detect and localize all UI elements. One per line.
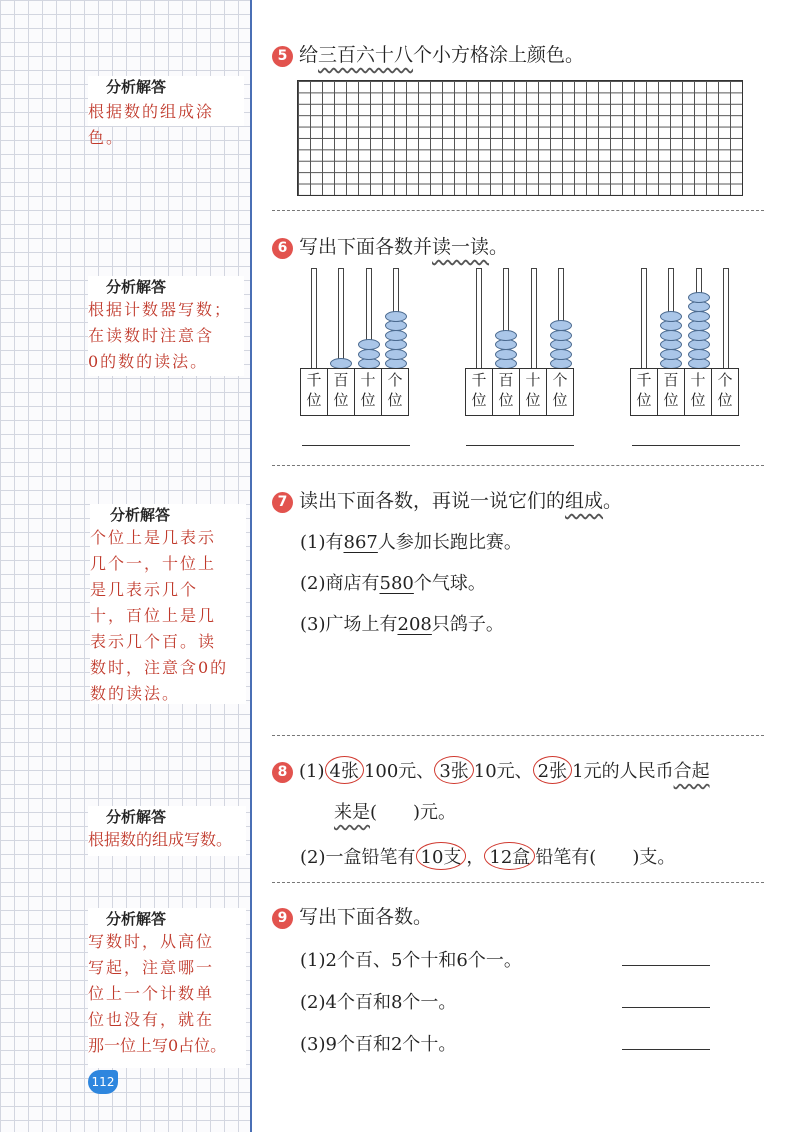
abacus-bead	[385, 349, 407, 360]
note-heading: 分析解答	[106, 910, 167, 928]
question-9-title	[272, 902, 432, 929]
abacus-bead	[688, 320, 710, 331]
q7-wavy-text: 组成	[565, 490, 604, 512]
abacus-bead	[660, 339, 682, 350]
question-5-title	[272, 40, 584, 67]
abacus-bead	[385, 311, 407, 322]
answer-line[interactable]	[622, 1007, 710, 1008]
place-label-char: 千	[471, 371, 487, 389]
note-line: 位上一个计数单	[88, 984, 215, 1003]
note-line: 写起，注意哪一	[88, 958, 215, 977]
note-line: 几个一，十位上	[90, 554, 217, 573]
place-label-char: 位	[360, 391, 376, 409]
q7-item-2	[300, 569, 486, 595]
q8-line-1	[272, 756, 710, 784]
q8-text: 1元的人民币	[572, 761, 674, 782]
answer-line[interactable]	[622, 1049, 710, 1050]
note-line: 数的读法。	[90, 684, 181, 703]
note-heading: 分析解答	[106, 78, 167, 96]
circled-count: 3张	[434, 756, 473, 784]
abacus-bead	[495, 349, 517, 360]
place-label-char: 位	[306, 391, 322, 409]
q8-text: 10元、	[473, 761, 533, 782]
section-divider	[272, 735, 764, 736]
q6-text-pre: 写出下面各数并	[299, 236, 433, 258]
question-number-badge: 6	[272, 238, 293, 259]
place-label-char: 个	[717, 371, 733, 389]
place-label-char: 位	[498, 391, 514, 409]
q8-answer-blank[interactable]: ( )元。	[370, 802, 457, 823]
place-label	[382, 369, 408, 415]
item-text: 人参加长跑比赛。	[377, 532, 522, 553]
abacus-bead	[358, 339, 380, 350]
note-line: 位也没有，就在	[88, 1010, 215, 1029]
underlined-number: 580	[379, 573, 414, 594]
place-label-char: 位	[387, 391, 403, 409]
note-heading: 分析解答	[106, 808, 167, 826]
abacus-bead	[688, 292, 710, 303]
section-divider	[272, 210, 764, 211]
abacus-bead	[495, 339, 517, 350]
place-label	[355, 369, 382, 415]
q9-item-3: (3)9个百和2个十。	[300, 1034, 457, 1055]
place-label-char: 位	[636, 391, 652, 409]
place-label	[631, 369, 658, 415]
circled-count: 4张	[325, 756, 364, 784]
note-line: 根据计数器写数；	[88, 300, 233, 319]
q6-wavy-text: 读一读	[432, 236, 490, 258]
answer-line[interactable]	[302, 445, 410, 446]
q8-text: 100元、	[363, 761, 435, 782]
place-label-char: 个	[387, 371, 403, 389]
note-line: 个位上是几表示	[90, 528, 217, 547]
analysis-note-2	[88, 276, 244, 376]
abacus-rod	[338, 268, 344, 370]
item-text: (1)有	[300, 532, 344, 553]
q8-wavy-text: 合起	[673, 761, 710, 782]
place-label-char: 位	[333, 391, 349, 409]
analysis-note-1	[88, 76, 244, 147]
q8-text: (2)一盒铅笔有	[300, 847, 416, 868]
question-number-badge: 7	[272, 492, 293, 513]
page-number: 112	[88, 1070, 118, 1094]
abacus-rod	[531, 268, 537, 370]
place-label-char: 位	[663, 391, 679, 409]
place-label	[328, 369, 355, 415]
q5-text-pre: 给	[299, 44, 319, 66]
place-label	[520, 369, 547, 415]
note-line: 0的数的读法。	[88, 352, 209, 371]
answer-line[interactable]	[466, 445, 574, 446]
q8-answer-blank[interactable]: 铅笔有( )支。	[535, 847, 676, 868]
place-label-char: 十	[525, 371, 541, 389]
abacus-bead	[660, 330, 682, 341]
answer-line[interactable]	[632, 445, 740, 446]
abacus-bead	[550, 349, 572, 360]
sidebar-divider	[250, 0, 252, 1132]
question-number-badge: 8	[272, 762, 293, 783]
abacus-bead	[688, 349, 710, 360]
analysis-note-5	[88, 908, 246, 1068]
q7-item-3	[300, 610, 504, 636]
place-label-char: 位	[525, 391, 541, 409]
abacus-bead	[688, 339, 710, 350]
q9-text: 写出下面各数。	[299, 906, 433, 928]
abacus-bead	[688, 311, 710, 322]
circled-count: 12盒	[484, 842, 535, 870]
item-text: (3)广场上有	[300, 614, 398, 635]
place-label-char: 个	[552, 371, 568, 389]
circled-count: 2张	[533, 756, 572, 784]
question-number-badge: 9	[272, 908, 293, 929]
circled-count: 10支	[416, 842, 467, 870]
place-label-char: 位	[717, 391, 733, 409]
abacus-bead	[660, 320, 682, 331]
place-label-char: 千	[306, 371, 322, 389]
note-line: 根据数的组成涂色。	[88, 102, 215, 147]
section-divider	[272, 882, 764, 883]
q8-line-3	[300, 842, 675, 870]
q9-item-2: (2)4个百和8个一。	[300, 992, 457, 1013]
place-label-char: 百	[498, 371, 514, 389]
place-label	[712, 369, 738, 415]
place-label	[685, 369, 712, 415]
abacus-bead	[385, 330, 407, 341]
place-label-char: 位	[552, 391, 568, 409]
q9-item-1: (1)2个百、5个十和6个一。	[300, 950, 522, 971]
answer-line[interactable]	[622, 965, 710, 966]
abacus-bead	[688, 301, 710, 312]
q7-text-post: 。	[603, 490, 623, 512]
abacus-counter	[630, 268, 740, 418]
q8-part-1: (1)	[299, 761, 325, 782]
abacus-rod	[641, 268, 647, 370]
place-label-char: 位	[690, 391, 706, 409]
q5-wavy-text: 三百六十八	[318, 44, 414, 66]
abacus-bead	[688, 330, 710, 341]
place-label-char: 百	[663, 371, 679, 389]
place-label	[547, 369, 573, 415]
abacus-bead	[660, 311, 682, 322]
abacus-counter	[465, 268, 575, 418]
coloring-grid[interactable]	[297, 80, 743, 196]
section-divider	[272, 465, 764, 466]
question-6-title	[272, 232, 508, 259]
q8-wavy-text: 来是	[334, 802, 370, 823]
underlined-number: 867	[343, 532, 378, 553]
place-value-labels	[465, 368, 574, 416]
place-label-char: 千	[636, 371, 652, 389]
abacus-bead	[385, 339, 407, 350]
abacus-rod	[311, 268, 317, 370]
place-label-char: 位	[471, 391, 487, 409]
note-line: 表示几个百。读	[90, 632, 217, 651]
item-text: (2)商店有	[300, 573, 380, 594]
abacus-bead	[660, 349, 682, 360]
q6-text-post: 。	[489, 236, 509, 258]
place-label-char: 百	[333, 371, 349, 389]
analysis-note-4	[88, 806, 246, 856]
note-line: 那一位上写0占位。	[88, 1036, 227, 1055]
place-label	[466, 369, 493, 415]
note-line: 写数时，从高位	[88, 932, 215, 951]
place-label	[301, 369, 328, 415]
note-line: 根据数的组成写数。	[88, 830, 233, 849]
note-line: 数时，注意含0的	[90, 658, 229, 677]
q7-text-pre: 读出下面各数，再说一说它们的	[299, 490, 566, 512]
place-value-labels	[300, 368, 409, 416]
q8-text: ，	[466, 847, 485, 868]
place-label-char: 十	[690, 371, 706, 389]
q8-line-2	[334, 798, 456, 824]
q5-text-post: 个小方格涂上颜色。	[413, 44, 585, 66]
abacus-bead	[550, 320, 572, 331]
abacus-bead	[385, 320, 407, 331]
abacus-bead	[550, 339, 572, 350]
abacus-bead	[358, 349, 380, 360]
question-7-title	[272, 486, 622, 513]
place-label	[658, 369, 685, 415]
abacus-counter	[300, 268, 410, 418]
place-value-labels	[630, 368, 739, 416]
abacus-bead	[550, 330, 572, 341]
place-label-char: 十	[360, 371, 376, 389]
item-text: 只鸽子。	[431, 614, 504, 635]
note-heading: 分析解答	[110, 506, 171, 524]
abacus-bead	[495, 330, 517, 341]
q7-item-1	[300, 528, 522, 554]
note-line: 十，百位上是几	[90, 606, 217, 625]
place-label	[493, 369, 520, 415]
note-heading: 分析解答	[106, 278, 167, 296]
note-line: 在读数时注意含	[88, 326, 215, 345]
abacus-rod	[476, 268, 482, 370]
question-number-badge: 5	[272, 46, 293, 67]
analysis-note-3	[90, 504, 246, 704]
note-line: 是几表示几个	[90, 580, 199, 599]
underlined-number: 208	[397, 614, 432, 635]
abacus-rod	[723, 268, 729, 370]
item-text: 个气球。	[413, 573, 486, 594]
